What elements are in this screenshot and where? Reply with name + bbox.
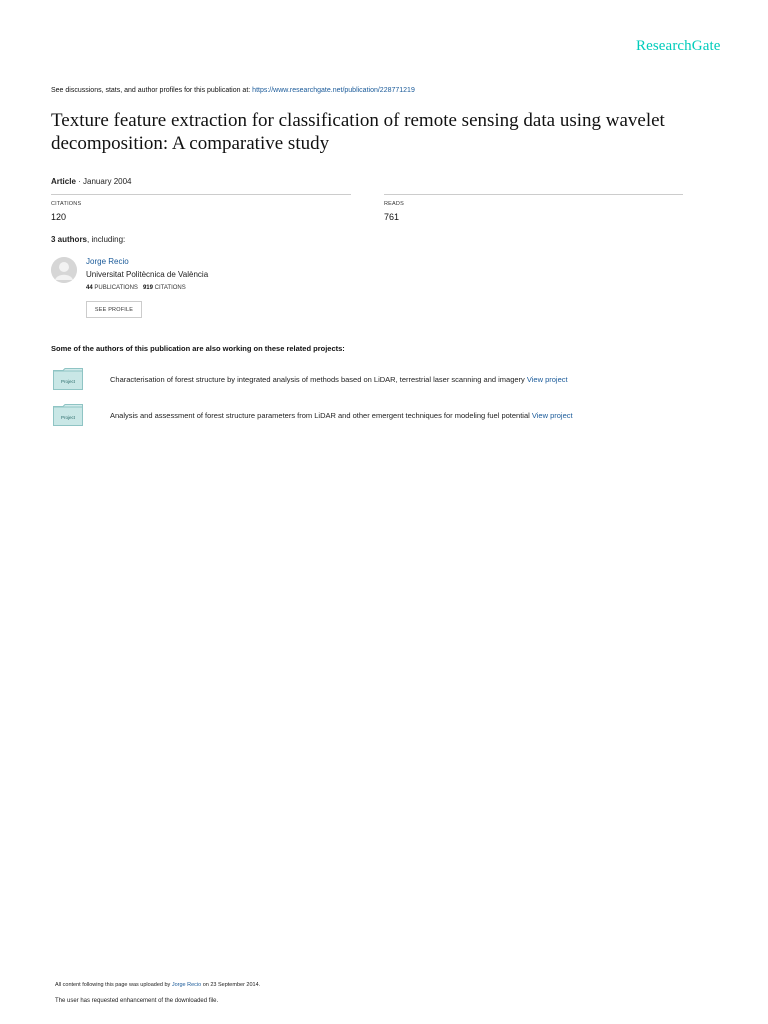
author-institution: Universitat Politècnica de València — [86, 270, 209, 279]
author-publications-count: 44 — [86, 285, 93, 291]
author-citations-count: 919 — [142, 285, 153, 291]
authors-count-bold: 3 authors — [51, 235, 88, 244]
author-citations-label: CITATIONS — [154, 285, 186, 291]
publication-title: Texture feature extraction for classification of remote sensing data using wavelet decomposition: A comparative study — [51, 110, 665, 154]
upload-note — [55, 982, 260, 988]
see-discussions-text: See discussions, stats, and author profiles for this publication at: — [51, 87, 253, 94]
related-project-title: Analysis and assessment of forest structure parameters from LiDAR and other emergent techniques for modeling fuel potential — [110, 411, 532, 420]
upload-note-prefix: All content following this page was uploaded by — [55, 982, 172, 988]
upload-note-suffix: on 23 September 2014. — [201, 982, 261, 988]
related-project-item — [110, 411, 573, 420]
reads-divider — [384, 194, 683, 195]
reads-label: READS — [384, 201, 404, 207]
publication-url-link[interactable]: https://www.researchgate.net/publication/228771219 — [252, 87, 415, 94]
researchgate-logo[interactable]: ResearchGate — [636, 38, 721, 54]
article-date: · January 2004 — [75, 177, 132, 186]
reads-value: 761 — [384, 212, 400, 222]
view-project-link[interactable]: View project — [526, 375, 568, 384]
project-icon-label: Project — [60, 379, 76, 384]
see-profile-button[interactable]: SEE PROFILE — [86, 301, 142, 318]
article-meta — [51, 177, 132, 186]
project-folder-icon — [53, 404, 83, 424]
related-projects-heading: Some of the authors of this publication are also working on these related projects: — [51, 344, 345, 353]
author-stats — [86, 285, 186, 291]
view-project-link[interactable]: View project — [531, 411, 573, 420]
authors-count-suffix: , including: — [87, 235, 126, 244]
uploader-link[interactable]: Jorge Recio — [171, 982, 202, 988]
related-project-item — [110, 375, 568, 384]
enhancement-note: The user has requested enhancement of the downloaded file. — [55, 998, 219, 1004]
citations-divider — [51, 194, 351, 195]
project-icon-label: Project — [60, 415, 76, 420]
user-silhouette-icon[interactable] — [51, 257, 77, 283]
article-type: Article — [51, 177, 76, 186]
authors-count — [51, 235, 125, 244]
author-name-link[interactable]: Jorge Recio — [86, 257, 129, 266]
project-folder-icon — [53, 368, 83, 388]
citations-value: 120 — [51, 212, 67, 222]
author-publications-label: PUBLICATIONS — [94, 285, 138, 291]
related-project-title: Characterisation of forest structure by integrated analysis of methods based on LiDAR, terrestrial laser scanning and imagery — [110, 375, 527, 384]
see-discussions-line — [51, 87, 415, 94]
citations-label: CITATIONS — [51, 201, 82, 207]
